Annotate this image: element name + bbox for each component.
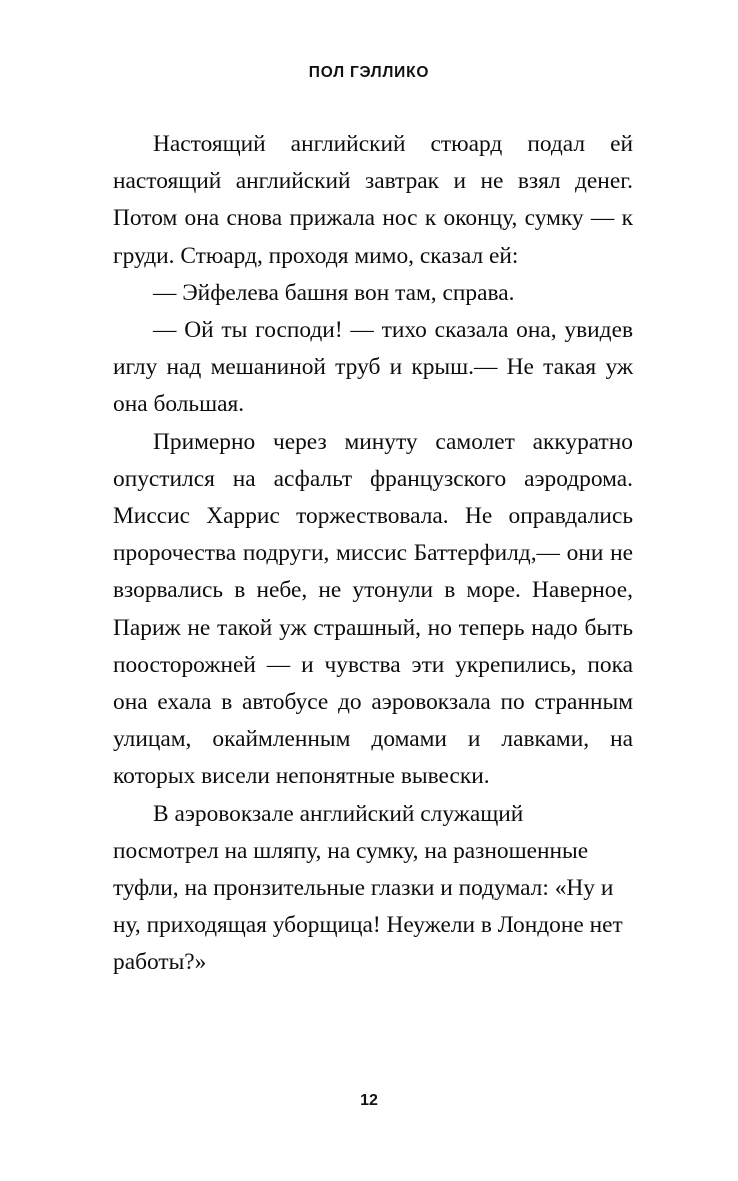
paragraph-dialog: — Ой ты господи! — тихо сказала она, увидев иглу над мешаниной труб и крыш.— Не такая уж она большая.	[113, 317, 633, 418]
running-head: ПОЛ ГЭЛЛИКО	[308, 64, 430, 81]
paragraph: Настоящий английский стюард подал ей настоящий английский завтрак и не взял денег. Потом она снова прижала нос к оконцу, сумку — к груди. Стюард, проходя мимо, сказал ей:	[113, 131, 633, 269]
paragraph: В аэровокзале английский служащий посмотрел на шляпу, на сумку, на разношенные туфли, на пронзительные глазки и подумал: «Ну и ну, приходящая уборщица! Неужели в Лондоне нет работы?»	[113, 800, 623, 976]
paragraph: Примерно через минуту самолет аккуратно опустился на асфальт французского аэродрома. Миссис Харрис торжествовала. Не оправдались пророчества подруги, миссис Баттерфилд,— они не взорвались в небе, не утонули в море. Наверное, Париж не такой уж страшный, но теперь надо быть поосторожней — и чувства эти укрепились, пока она ехала в автобусе до аэровокзала по странным улицам, окаймленным домами и лавками, на которых висели непонятные вывески.	[113, 428, 633, 790]
page-number: 12	[360, 1092, 378, 1109]
paragraph-dialog: — Эйфелева башня вон там, справа.	[153, 279, 515, 306]
body-text-block	[113, 126, 633, 982]
